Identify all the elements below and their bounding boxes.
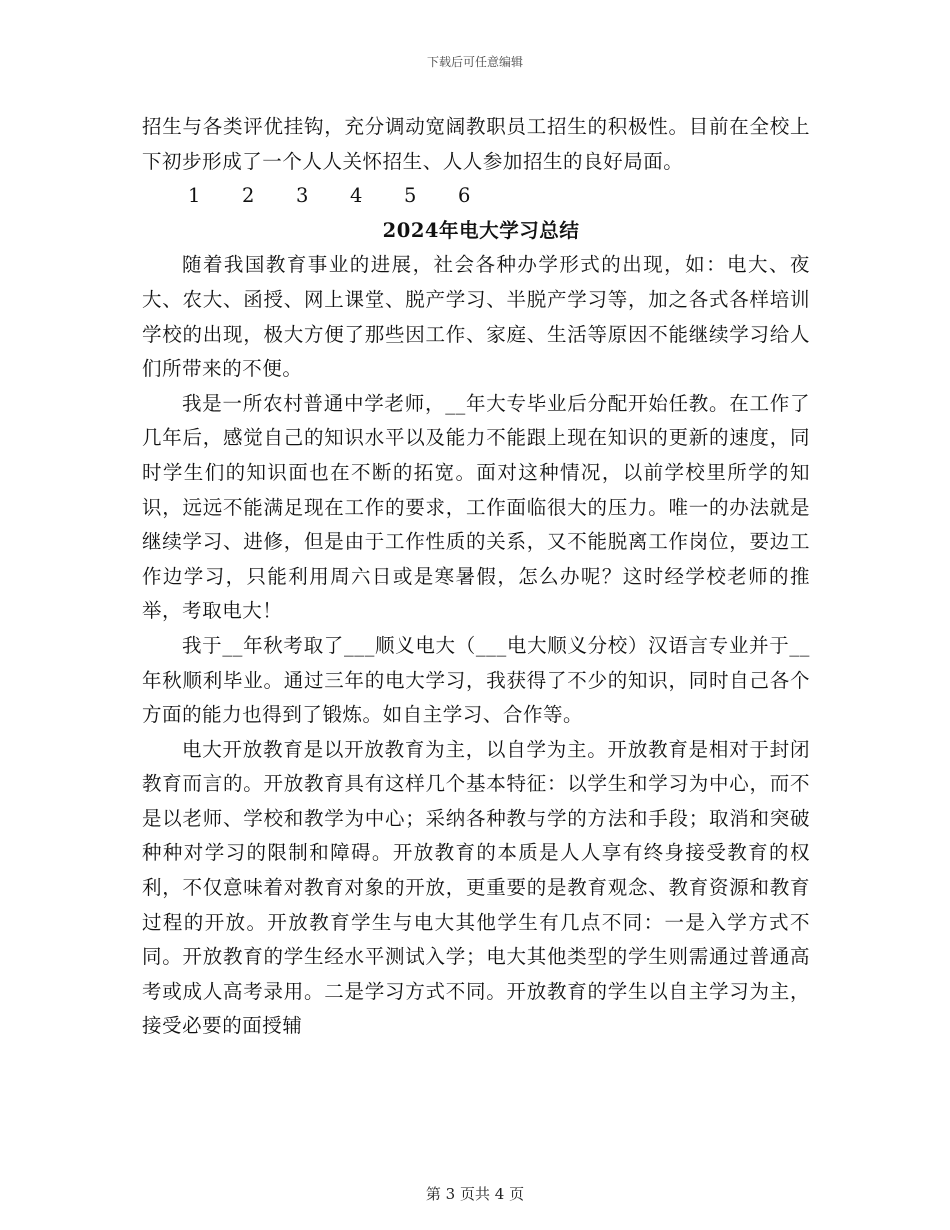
number-item: 1 bbox=[188, 184, 201, 208]
paragraph: 我于__年秋考取了___顺义电大（___电大顺义分校）汉语言专业并于__年秋顺利毕业。通过三年的电大学习，我获得了不少的知识，同时自己各个方面的能力也得到了锻炼。如自主学习、合作等。 bbox=[142, 633, 810, 727]
number-item: 6 bbox=[458, 184, 471, 208]
header-note: 下载后可任意编辑 bbox=[426, 55, 523, 69]
document-body bbox=[142, 110, 810, 1044]
number-row bbox=[142, 179, 810, 214]
paragraph: 随着我国教育事业的进展，社会各种办学形式的出现，如：电大、夜大、农大、函授、网上课堂、脱产学习、半脱产学习等，加之各式各样培训学校的出现，极大方便了那些因工作、家庭、生活等原因不能继续学习给人们所带来的不便。 bbox=[142, 253, 810, 381]
number-item: 3 bbox=[296, 184, 309, 208]
paragraph: 我是一所农村普通中学老师，__年大专毕业后分配开始任教。在工作了几年后，感觉自己的知识水平以及能力不能跟上现在知识的更新的速度，同时学生们的知识面也在不断的拓宽。面对这种情况，以前学校里所学的知识，远远不能满足现在工作的要求，工作面临很大的压力。唯一的办法就是继续学习、进修，但是由于工作性质的关系，又不能脱离工作岗位，要边工作边学习，只能利用周六日或是寒暑假，怎么办呢？这时经学校老师的推举，考取电大！ bbox=[142, 391, 810, 623]
paragraph: 电大开放教育是以开放教育为主，以自学为主。开放教育是相对于封闭教育而言的。开放教育具有这样几个基本特征：以学生和学习为中心，而不是以老师、学校和教学为中心；采纳各种教与学的方法和手段；取消和突破种种对学习的限制和障碍。开放教育的本质是人人享有终身接受教育的权利，不仅意味着对教育对象的开放，更重要的是教育观念、教育资源和教育过程的开放。开放教育学生与电大其他学生有几点不同：一是入学方式不同。开放教育的学生经水平测试入学；电大其他类型的学生则需通过普通高考或成人高考录用。二是学习方式不同。开放教育的学生以自主学习为主，接受必要的面授辅 bbox=[142, 737, 810, 1038]
page-number: 第 3 页共 4 页 bbox=[425, 1185, 525, 1203]
number-item: 2 bbox=[242, 184, 255, 208]
document-title: 2024年电大学习总结 bbox=[382, 218, 580, 242]
number-item: 4 bbox=[350, 184, 363, 208]
paragraph-continued: 招生与各类评优挂钩，充分调动宽阔教职员工招生的积极性。目前在全校上下初步形成了一个人人关怀招生、人人参加招生的良好局面。 bbox=[142, 115, 810, 173]
number-item: 5 bbox=[404, 184, 417, 208]
